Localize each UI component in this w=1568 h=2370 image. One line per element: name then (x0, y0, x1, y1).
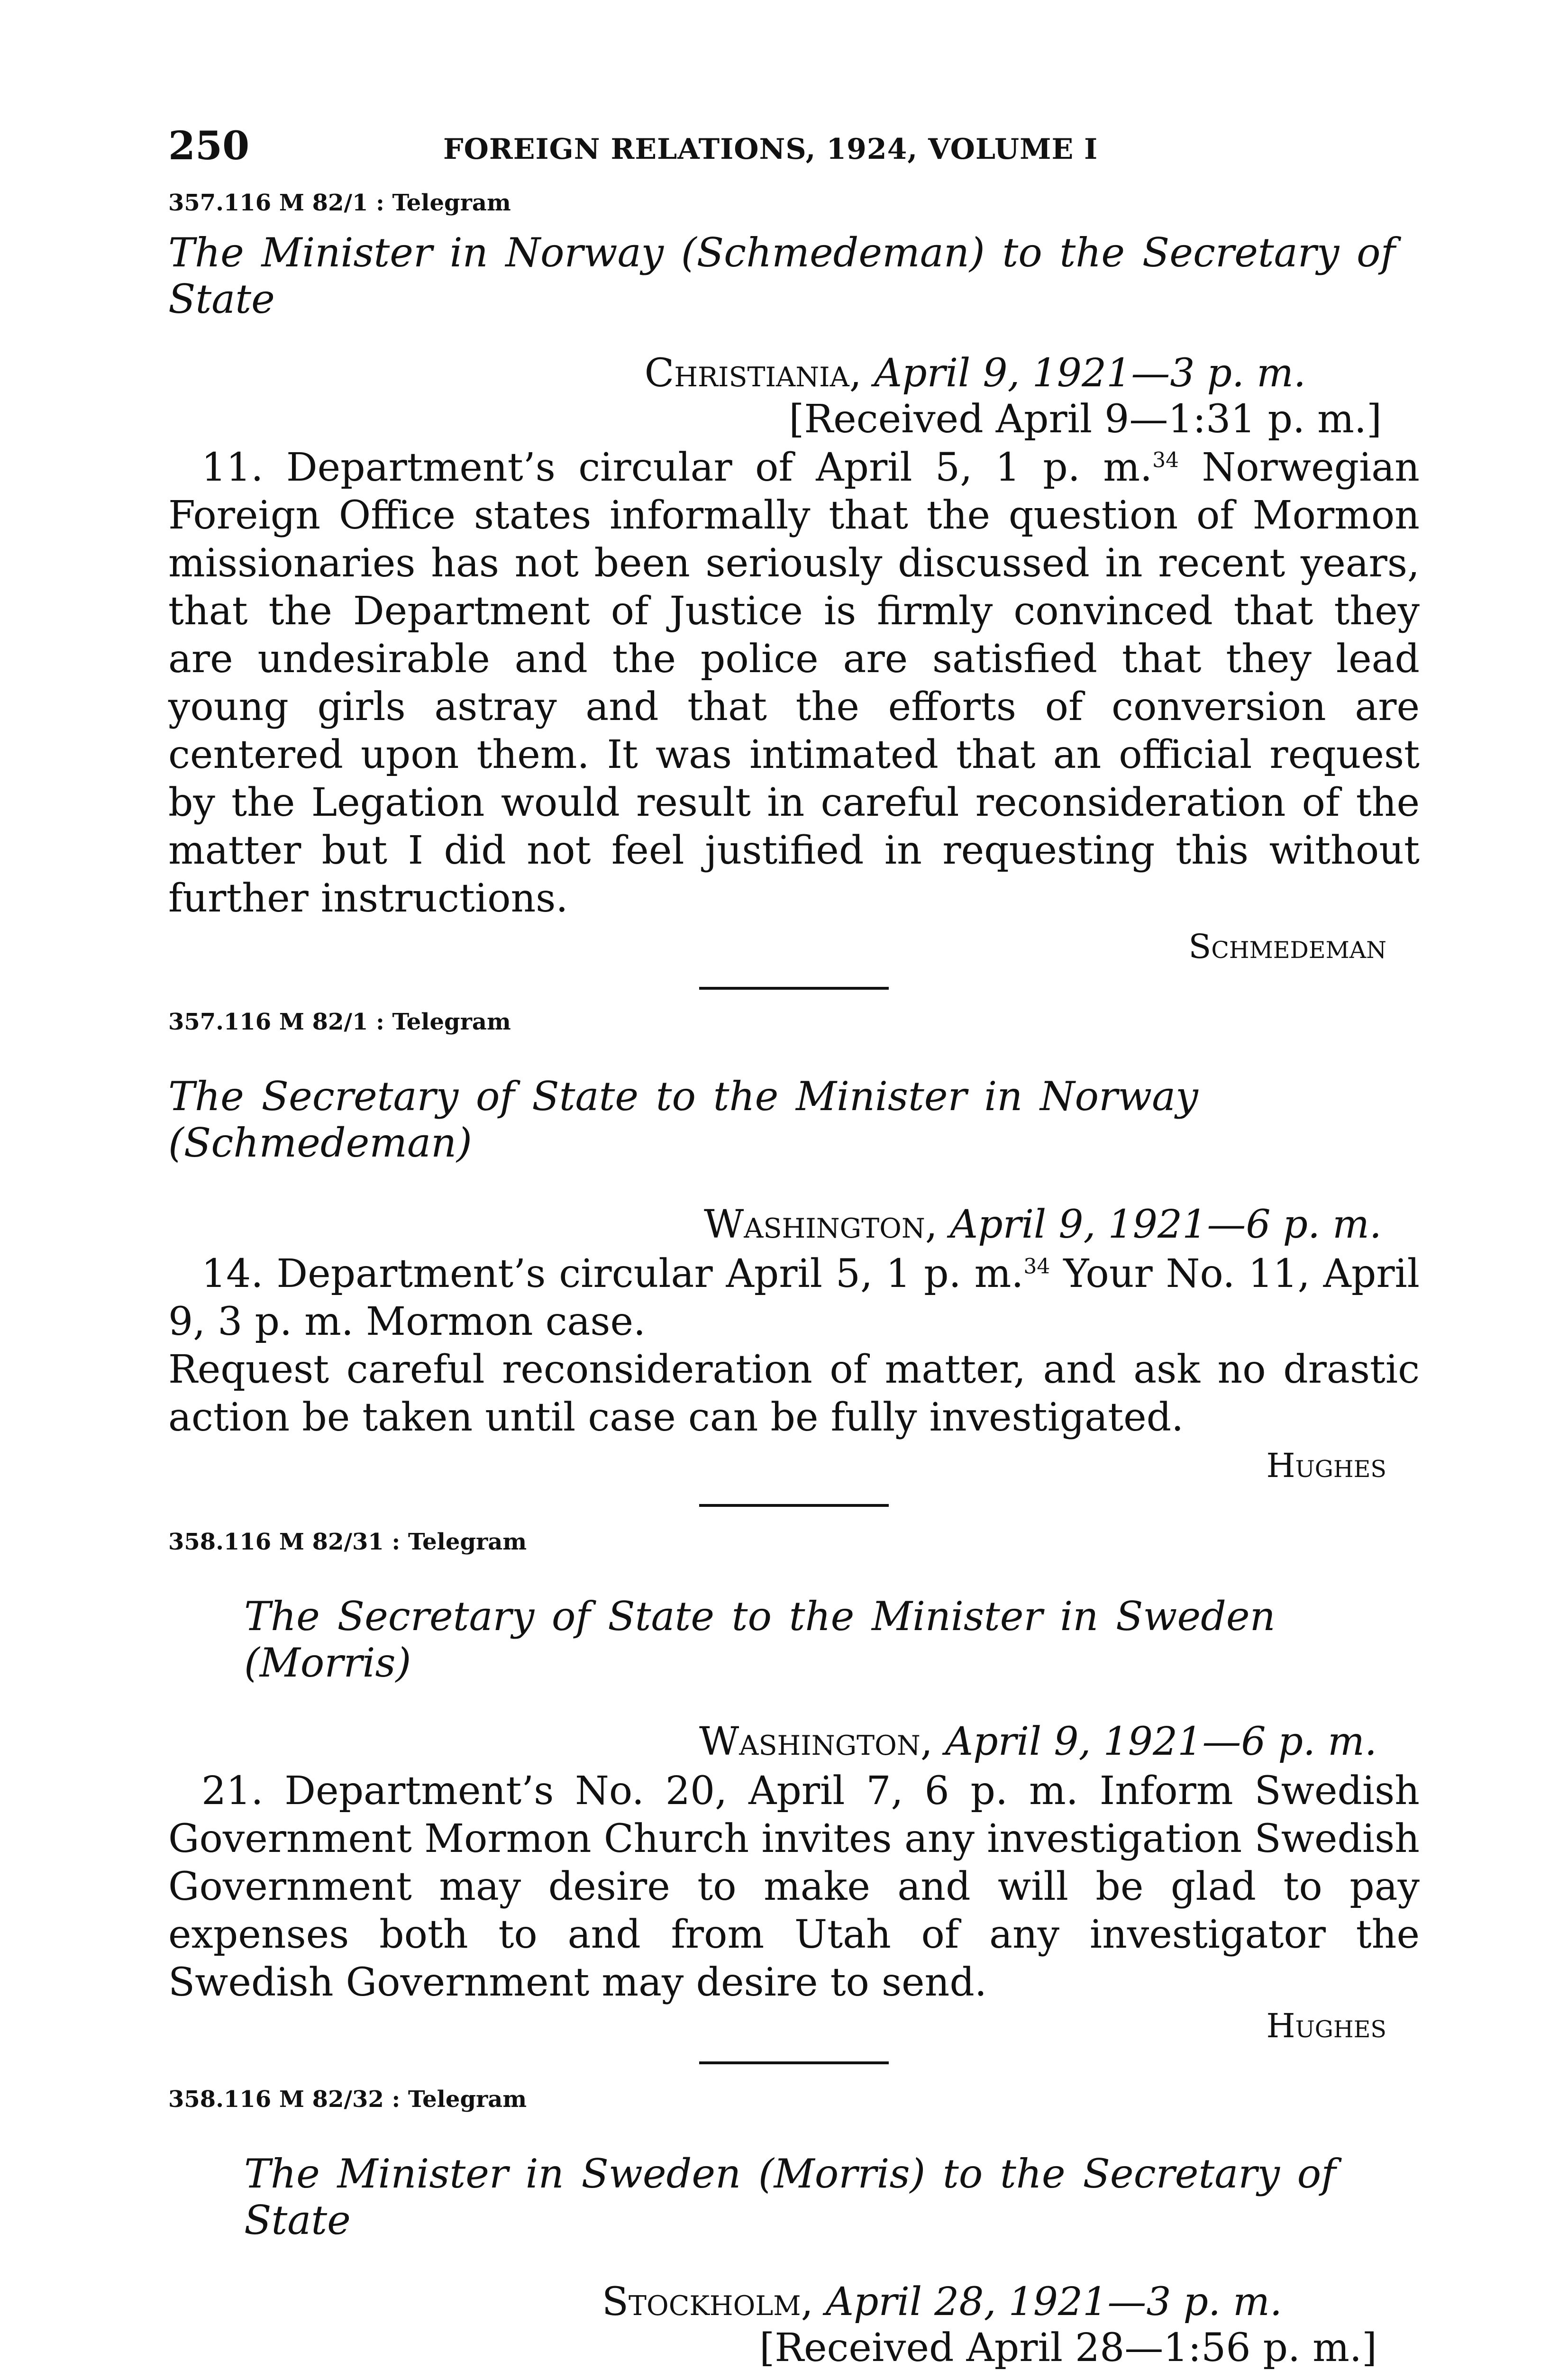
document-1 (168, 190, 1420, 966)
running-title: FOREIGN RELATIONS, 1924, VOLUME I (443, 133, 1098, 166)
page-header (168, 123, 1420, 175)
dateline (168, 1719, 1420, 1764)
section-divider (699, 2061, 889, 2064)
dateline-place: Washington, (699, 1719, 933, 1764)
message-paragraph (168, 1250, 1420, 1346)
section-divider (699, 987, 889, 990)
signature: Hughes (1266, 1446, 1386, 1485)
file-ref: 357.116 M 82/1 : Telegram (168, 1009, 511, 1035)
dateline (168, 2279, 1420, 2324)
section-divider (699, 1504, 889, 1507)
doc-title: The Minister in Sweden (Morris) to the Secretary of State (244, 2151, 1336, 2243)
file-ref: 357.116 M 82/1 : Telegram (168, 190, 511, 216)
dateline-place: Christiania, (644, 351, 862, 396)
page-number: 250 (168, 123, 250, 169)
paragraph-text: Your No. 11, April 9, 3 p. m. Mormon case. (168, 1251, 1420, 1344)
doc-title: The Secretary of State to the Minister in Sweden (Morris) (244, 1593, 1276, 1686)
message-paragraph: Request careful reconsideration of matter, and ask no drastic action be taken until case can be fully investigated. (168, 1347, 1420, 1440)
dateline-place: Stockholm, (602, 2279, 813, 2324)
dateline (168, 351, 1420, 396)
message-paragraph: 21. Department’s No. 20, April 7, 6 p. m. Inform Swedish Government Mormon Church invites any investigation Swedish Government may desire to make and will be glad to pay expenses both to and from Utah of any investigator the Swedish Government may desire to send. (168, 1768, 1420, 2005)
paragraph-text: 11. Department’s circular of April 5, 1 p. m. (201, 445, 1153, 490)
dateline-date: April 9, 1921—6 p. m. (949, 1202, 1382, 1247)
document-3 (168, 1529, 1420, 2045)
document-4 (168, 2086, 1420, 2370)
dateline-date: April 28, 1921—3 p. m. (825, 2279, 1282, 2324)
received-line: [Received April 9—1:31 p. m.] (789, 397, 1382, 442)
dateline-date: April 9, 1921—3 p. m. (874, 351, 1306, 396)
document-page (168, 123, 1420, 2370)
document-2 (168, 1009, 1420, 1485)
doc-title: The Secretary of State to the Minister in Norway (Schmedeman) (168, 1073, 1198, 1166)
paragraph-text: 14. Department’s circular April 5, 1 p. m. (201, 1251, 1024, 1296)
message-paragraph (168, 444, 1420, 922)
dateline-date: April 9, 1921—6 p. m. (945, 1719, 1377, 1764)
dateline (168, 1202, 1420, 1247)
footnote-ref: 34 (1152, 448, 1179, 473)
received-line: [Received April 28—1:56 p. m.] (759, 2325, 1377, 2370)
footnote-ref: 34 (1023, 1254, 1050, 1279)
signature: Schmedeman (1188, 927, 1386, 966)
doc-title: The Minister in Norway (Schmedeman) to the Secretary of State (168, 229, 1395, 322)
signature: Hughes (1266, 2006, 1386, 2045)
paragraph-text: Norwegian Foreign Office states informally that the question of Mormon missionaries has not been seriously discussed in recent years, that the Department of Justice is firmly convinced that they are undesirable and the police are satisfied that they lead young girls astray and that the efforts of conversion are centered upon them. It was intimated that an official request by the Legation would result in careful reconsideration of the matter but I did not feel justified in requesting this without further instructions. (168, 445, 1420, 921)
file-ref: 358.116 M 82/32 : Telegram (168, 2086, 527, 2113)
file-ref: 358.116 M 82/31 : Telegram (168, 1529, 527, 1555)
dateline-place: Washington, (704, 1202, 938, 1247)
